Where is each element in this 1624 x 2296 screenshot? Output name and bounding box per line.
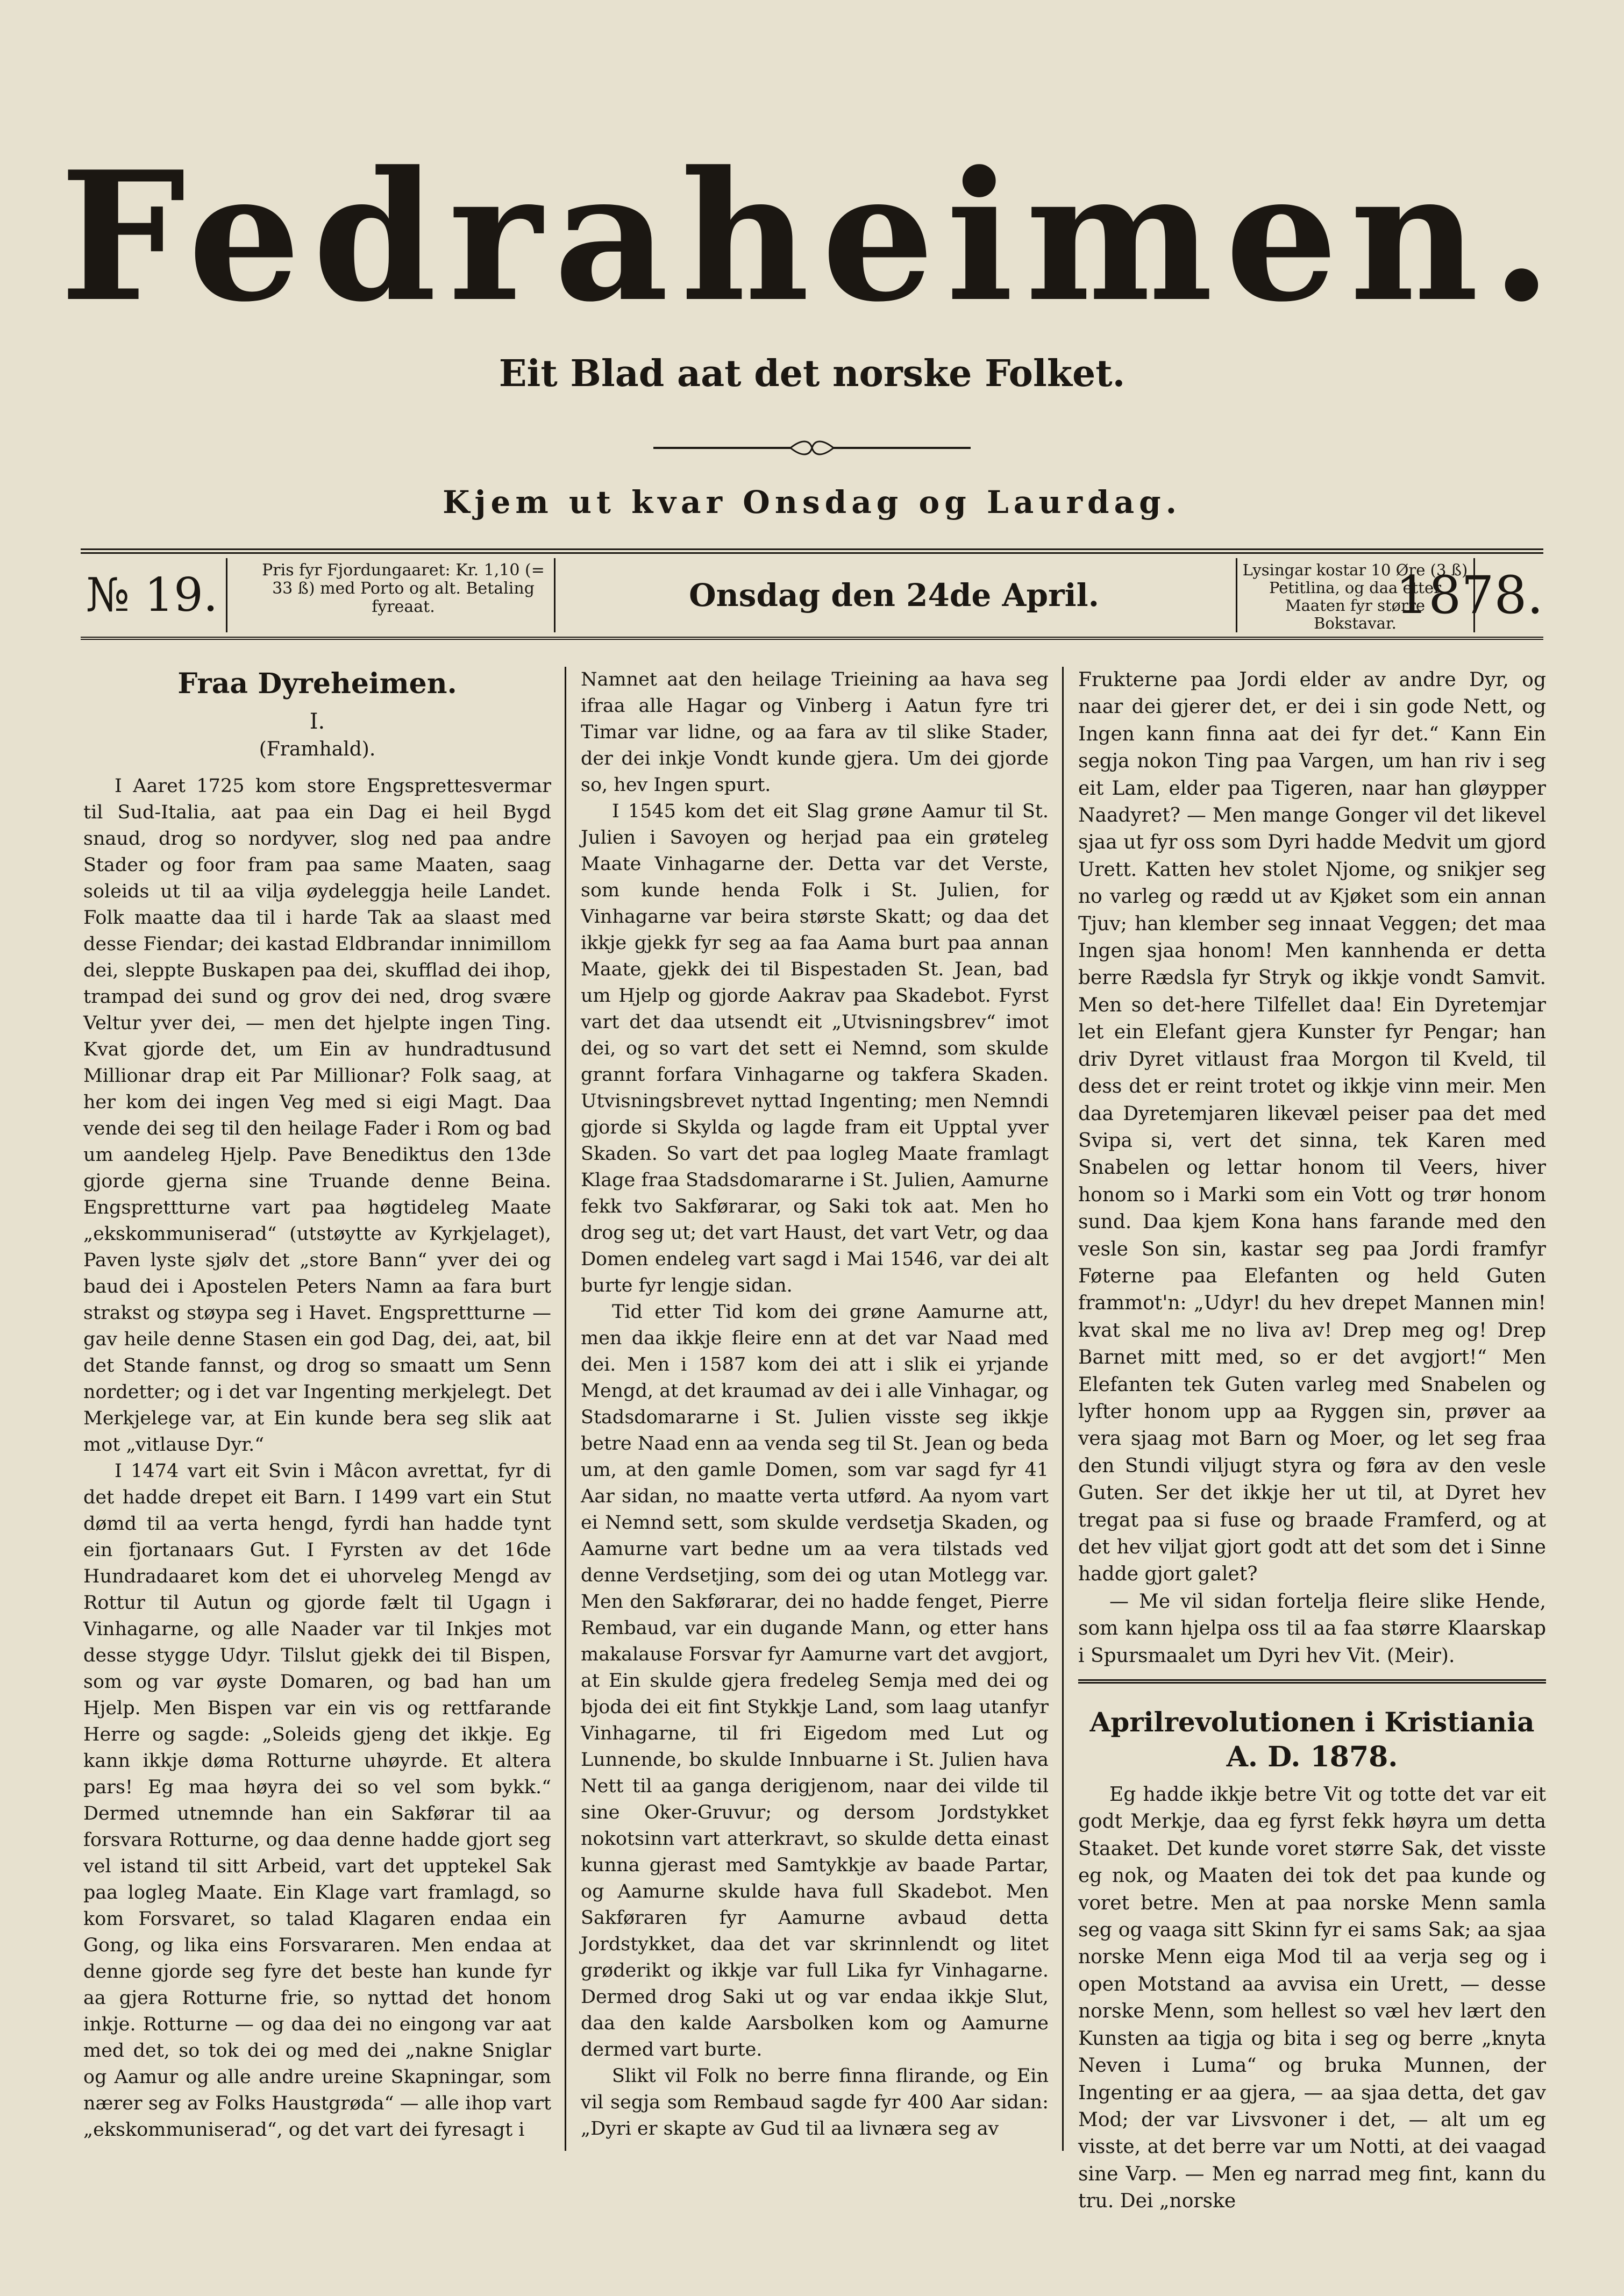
masthead-title: Fedraheimen.	[60, 132, 1564, 341]
article-heading: Aprilrevolutionen i Kristiania	[1089, 1706, 1535, 1738]
column-1	[83, 667, 551, 2143]
article-paragraph: I Aaret 1725 kom store Engsprettesvermar til Sud-Italia, aat paa ein Dag ei heil Bygd snaud, drog so nordyver, slog ned paa andre Stader og foor fram paa same Maaten, saag soleids ut til aa vilja øydeleggja heile Landet. Folk maatte daa til i harde Tak aa slaast med desse Fiendar; dei kastad Eldbrandar innimillom dei, sleppte Buskapen paa dei, skufflad dei ihop, trampad dei sund og grov dei ned, drog svære Veltur yver dei, — men det hjelpte ingen Ting. Kvat gjorde det, um Ein av hundradtusund Millionar drap eit Par Millionar? Folk saag, at her kom dei ingen Veg med si eigi Magt. Daa vende dei seg til den heilage Fader i Rom og bad um aandeleg Hjelp. Pave Benediktus den 13de gjorde gjerna sine Truande denne Beina. Engsprettturne vart paa høgtideleg Maate „ekskommuniserad“ (utstøytte av Kyrkjelaget), Paven lyste sjølv det „store Bann“ yver dei og baud dei i Apostelen Peters Namn aa fara burt strakst og støypa seg i Havet. Engsprettturne — gav heile denne Stasen ein god Dag, dei, aat, bil det Stande fannst, og drog so smaatt um Senn nordetter; og i det var Ingenting merkjelegt. Det Merkjelege var, at Ein kunde bera seg slik aat mot „vitlause Dyr.“	[83, 775, 551, 1456]
article-paragraph: — Me vil sidan fortelja fleire slike Hende, som kann hjelpa oss til aa faa større Klaarskap i Spursmaalet um Dyri hev Vit. (Meir).	[1078, 1590, 1546, 1667]
subscription-price: Pris fyr Fjordungaaret: Kr. 1,10 (= 33 ß) med Porto og alt. Betaling fyreaat.	[262, 561, 545, 616]
column-rule	[565, 667, 566, 2151]
article-paragraph: Frukterne paa Jordi elder av andre Dyr, og naar dei gjerer det, er dei i sin gode Nett, og Ingen kann finna aat dei fyr det.“ Kann Ein segja nokon Ting paa Vargen, um han riv i seg eit Lam, elder paa Tigeren, naar han gløypper Naadyret? — Men mange Gonger vil det likevel sjaa ut fyr oss som Dyri hadde Medvit um gjord Urett. Katten hev stolet Njome, og snikjer seg no varleg og rædd ut av Kjøket som ein annan Tjuv; han klember seg innaat Veggen; det maa Ingen sjaa honom! Men kannhenda er detta berre Rædsla fyr Stryk og ikkje vondt Samvit. Men so det-here Tilfellet daa! Ein Dyretemjar let ein Elefant gjera Kunster fyr Pengar; han driv Dyret vitlaust fraa Morgon til Kveld, til dess det er reint trotet og ikkje vinn meir. Men daa Dyretemjaren likevæl peiser paa det med Svipa si, vert det sinna, tek Karen med Snabelen og lettar honom til Veers, hiver honom so i Marki som ein Vott og trør honom sund. Daa kjem Kona hans farande med den vesle Son sin, kastar seg paa Jordi framfyr Føterne paa Elefanten og held Guten frammot'n: „Udyr! du hev drepet Mannen min! kvat skal me no liva av! Drep meg og! Drep Barnet mitt med, so er det avgjort!“ Men Elefanten tek Guten varleg med Snabelen og lyfter honom upp aa Ryggen sin, prøver aa vera sjaag mot Barn og Moer, og let seg fraa den Stundi viljugt styra og føra av den vesle Guten. Ser det ikkje her ut til, at Dyret hev tregat paa si fuse og braade Framferd, og at det hev viljat gjort godt att det som det i Sinne hadde gjort galet?	[1078, 669, 1546, 1586]
article-paragraph: Eg hadde ikkje betre Vit og totte det var eit godt Merkje, daa eg fyrst fekk høyra um detta Staaket. Det kunde voret større Sak, det visste eg nok, og Maaten dei tok det paa kunde og voret betre. Men at paa norske Menn samla seg og vaaga sitt Skinn fyr ei sams Sak; aa sjaa norske Menn eiga Mod til aa verja seg og i open Motstand aa avvisa ein Urett, — desse norske Menn, som hellest so væl hev lært den Kunsten aa tigja og bita i seg og berre „knyta Neven i Luma“ og bruka Munnen, der Ingenting er aa gjera, — aa sjaa detta, det gav Mod; der var Livsvoner i det, — alt um eg visste, at det berre var um Notti, at dei vaagad sine Varp. — Men eg narrad meg fint, kann du tru. Dei „norske	[1078, 1784, 1546, 2213]
column-3	[1078, 667, 1546, 2215]
issue-number: № 19.	[86, 568, 218, 622]
article-paragraph: I 1545 kom det eit Slag grøne Aamur til St. Julien i Savoyen og herjad paa ein grøteleg Maate Vinhagarne der. Detta var det Verste, som kunde henda Folk i St. Julien, for Vinhagarne var beira største Skatt; og daa det ikkje gjekk fyr seg aa faa Aama burt paa annan Maate, gjekk dei til Bispestaden St. Jean, bad um Hjelp og gjorde Aakrav paa Skadebot. Fyrst vart det daa utsendt eit „Utvisningsbrev“ imot dei, og so vart det sett ei Nemnd, som skulde grannt forfara Vinhagarne og takfera Skaden. Utvisningsbrevet nyttad Ingenting; men Nemndi gjorde si Skylda og lagde fram eit Upptal yver Skaden. So vart det paa logleg Maate framlagt Klage fraa Stadsdomararne i St. Julien, Aamurne fekk tvo Sakførarar, og Saki tok aat. Men ho drog seg ut; det vart Haust, det vart Vetr, og daa Domen endeleg vart sagd i Mai 1546, var dei alt burte fyr lengje sidan.	[581, 801, 1049, 1296]
issue-year: 1878.	[1395, 565, 1543, 625]
ornament-divider	[653, 438, 971, 458]
article-heading: Fraa Dyreheimen.	[177, 667, 457, 700]
masthead-subtitle: Eit Blad aat det norske Folket.	[498, 352, 1126, 395]
article-separator	[1078, 1679, 1546, 1684]
article-part-number: I.	[309, 709, 325, 734]
column-2	[581, 667, 1049, 2142]
column-rule	[1062, 667, 1064, 2151]
publication-schedule: Kjem ut kvar Onsdag og Laurdag.	[443, 484, 1181, 520]
issue-date: Onsdag den 24de April.	[689, 577, 1099, 614]
article-paragraph: Tid etter Tid kom dei grøne Aamurne att, men daa ikkje fleire enn at det var Naad med dei. Men i 1587 kom dei att i slik ei yrjande Mengd, at det kraumad av dei i alle Vinhagar, og Stadsdomararne i St. Julien visste seg ikkje betre Naad enn aa venda seg til St. Jean og beda um, at den gamle Domen, som var sagd fyr 41 Aar sidan, no maatte verta utførd. Aa nyom vart ei Nemnd sett, som skulde verdsetja Skaden, og Aamurne vart bedne um aa vera tilstads ved denne Verdsetjing, som dei og utan Motlegg var. Men den Sakførarar, dei no hadde fenget, Pierre Rembaud, var ein dugande Mann, og etter hans makalause Forsvar fyr Aamurne vart det avgjort, at Ein skulde gjera fredeleg Semja med dei og bjoda dei eit fint Stykkje Land, som laag utanfyr Vinhagarne, til fri Eigedom med Lut og Lunnende, bo skulde Innbuarne i St. Julien hava Nett til aa ganga derigjenom, naar dei vilde til sine Oker-Gruvur; og dersom Jordstykket nokotsinn vart atterkravt, so skulde detta einast kunna gjerast med Samtykkje av baade Partar, og Aamurne skulde hava full Skadebot. Men Sakføraren fyr Aamurne avbaud detta Jordstykket, daa det var skrinnlendt og litet grøderikt og ikkje var full Lika fyr Vinhagarne. Dermed drog Saki ut og var endaa ikkje Slut, daa den kalde Aarsbolken kom og Aamurne dermed vart burte.	[581, 1301, 1049, 2060]
article-paragraph: I 1474 vart eit Svin i Mâcon avrettat, fyr di det hadde drepet eit Barn. I 1499 vart ein Stut dømd til aa verta hengd, fyrdi han hadde tynt ein fjortanaars Gut. I Fyrsten av det 16de Hundradaaret kom det ei uhorveleg Mengd av Rottur til Autun og gjorde fælt til Ugagn i Vinhagarne, og alle Naader var til Inkjes mot desse stygge Udyr. Tilslut gjekk dei til Bispen, som og var øyste Domaren, og bad han um Hjelp. Men Bispen var ein vis og rettfarande Herre og sagde: „Soleids gjeng det ikkje. Eg kann ikkje døma Rotturne uhøyrde. Et altera pars! Eg maa høyra dei so vel som bykk.“ Dermed utnemnde han ein Sakførar til aa forsvara Rotturne, og daa denne hadde gjort seg vel istand til sitt Arbeid, vart det upptekel Sak paa logleg Maate. Ein Klage vart framlagd, so kom Forsvaret, so talad Klagaren endaa ein Gong, og lika eins Forsvararen. Men endaa at denne gjorde seg fyre det beste han kunde fyr aa gjera Rotturne frie, so nyttad det honom inkje. Rotturne — og daa dei no eingong var aat med det, so tok dei og med dei „nakne Sniglar og Aamur og alle andre ureine Skapningar, som nærer seg av Folks Haustgrøda“ — alle ihop vart „ekskommuniserad“, og det vart dei fyresagt i	[83, 1460, 551, 2141]
article-paragraph: Slikt vil Folk no berre finna flirande, og Ein vil segja som Rembaud sagde fyr 400 Aar sidan: „Dyri er skapte av Gud til aa livnæra seg av	[581, 2065, 1049, 2140]
article-subheading: A. D. 1878.	[1226, 1741, 1398, 1774]
issue-info-bar	[81, 548, 1543, 640]
advertising-rates: Lysingar kostar 10 Øre (3 ß) Petitlina, og daa etter Maaten fyr større Bokstavar.	[1242, 561, 1468, 632]
article-paragraph: Namnet aat den heilage Trieining aa hava seg ifraa alle Hagar og Vinberg i Aatun fyre tri Timar var lidne, og aa fara av til slike Stader, der dei inkje Vondt kunde gjera. Um dei gjorde so, hev Ingen spurt.	[581, 669, 1049, 796]
article-continued-note: (Framhald).	[259, 738, 376, 760]
